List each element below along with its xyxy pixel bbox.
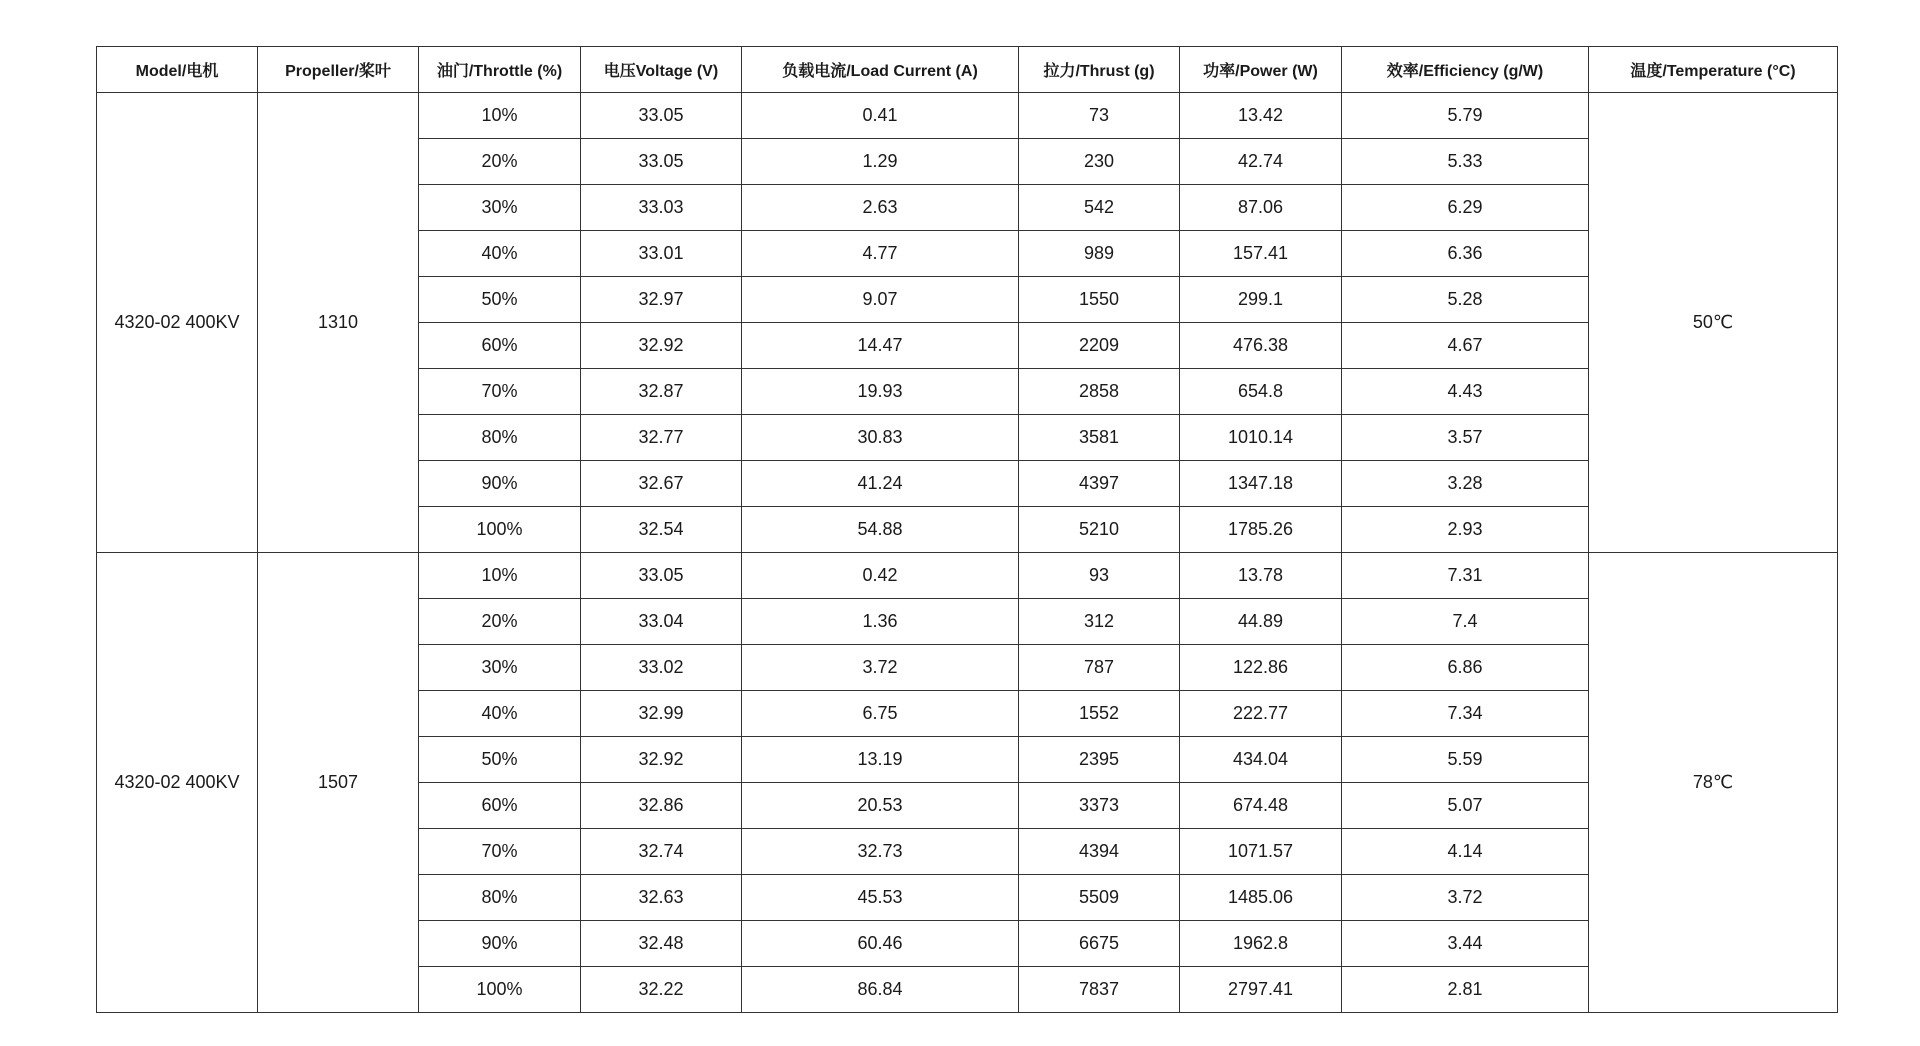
load-current-cell: 19.93 xyxy=(742,369,1019,415)
throttle-cell: 60% xyxy=(419,323,581,369)
voltage-cell: 33.01 xyxy=(581,231,742,277)
power-cell: 1785.26 xyxy=(1180,507,1342,553)
efficiency-cell: 5.28 xyxy=(1342,277,1589,323)
load-current-cell: 6.75 xyxy=(742,691,1019,737)
throttle-cell: 70% xyxy=(419,369,581,415)
thrust-cell: 989 xyxy=(1019,231,1180,277)
thrust-cell: 312 xyxy=(1019,599,1180,645)
header-power: 功率/Power (W) xyxy=(1180,47,1342,93)
thrust-cell: 787 xyxy=(1019,645,1180,691)
load-current-cell: 1.29 xyxy=(742,139,1019,185)
power-cell: 2797.41 xyxy=(1180,967,1342,1013)
load-current-cell: 4.77 xyxy=(742,231,1019,277)
efficiency-cell: 4.43 xyxy=(1342,369,1589,415)
throttle-cell: 100% xyxy=(419,967,581,1013)
load-current-cell: 60.46 xyxy=(742,921,1019,967)
header-voltage: 电压Voltage (V) xyxy=(581,47,742,93)
efficiency-cell: 3.72 xyxy=(1342,875,1589,921)
thrust-cell: 542 xyxy=(1019,185,1180,231)
power-cell: 157.41 xyxy=(1180,231,1342,277)
voltage-cell: 32.92 xyxy=(581,737,742,783)
power-cell: 122.86 xyxy=(1180,645,1342,691)
power-cell: 654.8 xyxy=(1180,369,1342,415)
propeller-cell: 1507 xyxy=(258,553,419,1013)
voltage-cell: 32.97 xyxy=(581,277,742,323)
thrust-cell: 4394 xyxy=(1019,829,1180,875)
efficiency-cell: 6.29 xyxy=(1342,185,1589,231)
efficiency-cell: 4.14 xyxy=(1342,829,1589,875)
motor-performance-table xyxy=(96,46,1838,1013)
throttle-cell: 30% xyxy=(419,185,581,231)
voltage-cell: 33.04 xyxy=(581,599,742,645)
thrust-cell: 5210 xyxy=(1019,507,1180,553)
model-cell: 4320-02 400KV xyxy=(97,93,258,553)
power-cell: 1962.8 xyxy=(1180,921,1342,967)
voltage-cell: 33.05 xyxy=(581,139,742,185)
header-thrust: 拉力/Thrust (g) xyxy=(1019,47,1180,93)
voltage-cell: 32.67 xyxy=(581,461,742,507)
voltage-cell: 32.77 xyxy=(581,415,742,461)
thrust-cell: 1550 xyxy=(1019,277,1180,323)
voltage-cell: 33.05 xyxy=(581,553,742,599)
table-row xyxy=(97,93,1838,139)
throttle-cell: 20% xyxy=(419,139,581,185)
load-current-cell: 20.53 xyxy=(742,783,1019,829)
throttle-cell: 30% xyxy=(419,645,581,691)
voltage-cell: 32.48 xyxy=(581,921,742,967)
load-current-cell: 0.41 xyxy=(742,93,1019,139)
throttle-cell: 40% xyxy=(419,691,581,737)
thrust-cell: 3581 xyxy=(1019,415,1180,461)
power-cell: 1485.06 xyxy=(1180,875,1342,921)
power-cell: 1010.14 xyxy=(1180,415,1342,461)
efficiency-cell: 2.93 xyxy=(1342,507,1589,553)
propeller-cell: 1310 xyxy=(258,93,419,553)
efficiency-cell: 4.67 xyxy=(1342,323,1589,369)
header-propeller: Propeller/桨叶 xyxy=(258,47,419,93)
thrust-cell: 2395 xyxy=(1019,737,1180,783)
throttle-cell: 10% xyxy=(419,93,581,139)
voltage-cell: 32.63 xyxy=(581,875,742,921)
voltage-cell: 32.86 xyxy=(581,783,742,829)
load-current-cell: 3.72 xyxy=(742,645,1019,691)
thrust-cell: 93 xyxy=(1019,553,1180,599)
power-cell: 674.48 xyxy=(1180,783,1342,829)
throttle-cell: 10% xyxy=(419,553,581,599)
throttle-cell: 70% xyxy=(419,829,581,875)
load-current-cell: 54.88 xyxy=(742,507,1019,553)
power-cell: 1347.18 xyxy=(1180,461,1342,507)
voltage-cell: 33.03 xyxy=(581,185,742,231)
thrust-cell: 4397 xyxy=(1019,461,1180,507)
throttle-cell: 80% xyxy=(419,875,581,921)
header-load-current: 负载电流/Load Current (A) xyxy=(742,47,1019,93)
load-current-cell: 45.53 xyxy=(742,875,1019,921)
efficiency-cell: 7.4 xyxy=(1342,599,1589,645)
power-cell: 87.06 xyxy=(1180,185,1342,231)
voltage-cell: 32.74 xyxy=(581,829,742,875)
throttle-cell: 90% xyxy=(419,921,581,967)
power-cell: 434.04 xyxy=(1180,737,1342,783)
load-current-cell: 14.47 xyxy=(742,323,1019,369)
efficiency-cell: 5.07 xyxy=(1342,783,1589,829)
thrust-cell: 2858 xyxy=(1019,369,1180,415)
power-cell: 299.1 xyxy=(1180,277,1342,323)
header-model: Model/电机 xyxy=(97,47,258,93)
power-cell: 1071.57 xyxy=(1180,829,1342,875)
load-current-cell: 13.19 xyxy=(742,737,1019,783)
power-cell: 13.78 xyxy=(1180,553,1342,599)
efficiency-cell: 2.81 xyxy=(1342,967,1589,1013)
voltage-cell: 33.02 xyxy=(581,645,742,691)
voltage-cell: 32.92 xyxy=(581,323,742,369)
load-current-cell: 30.83 xyxy=(742,415,1019,461)
thrust-cell: 5509 xyxy=(1019,875,1180,921)
model-cell: 4320-02 400KV xyxy=(97,553,258,1013)
efficiency-cell: 6.36 xyxy=(1342,231,1589,277)
throttle-cell: 100% xyxy=(419,507,581,553)
efficiency-cell: 5.33 xyxy=(1342,139,1589,185)
voltage-cell: 33.05 xyxy=(581,93,742,139)
efficiency-cell: 3.28 xyxy=(1342,461,1589,507)
throttle-cell: 20% xyxy=(419,599,581,645)
header-efficiency: 效率/Efficiency (g/W) xyxy=(1342,47,1589,93)
thrust-cell: 6675 xyxy=(1019,921,1180,967)
temperature-cell: 78℃ xyxy=(1589,553,1838,1013)
thrust-cell: 7837 xyxy=(1019,967,1180,1013)
thrust-cell: 3373 xyxy=(1019,783,1180,829)
thrust-cell: 1552 xyxy=(1019,691,1180,737)
voltage-cell: 32.87 xyxy=(581,369,742,415)
header-throttle: 油门/Throttle (%) xyxy=(419,47,581,93)
power-cell: 222.77 xyxy=(1180,691,1342,737)
temperature-cell: 50℃ xyxy=(1589,93,1838,553)
efficiency-cell: 7.31 xyxy=(1342,553,1589,599)
table-row xyxy=(97,553,1838,599)
power-cell: 44.89 xyxy=(1180,599,1342,645)
voltage-cell: 32.54 xyxy=(581,507,742,553)
load-current-cell: 1.36 xyxy=(742,599,1019,645)
voltage-cell: 32.22 xyxy=(581,967,742,1013)
load-current-cell: 9.07 xyxy=(742,277,1019,323)
header-row xyxy=(97,47,1838,93)
power-cell: 13.42 xyxy=(1180,93,1342,139)
efficiency-cell: 5.79 xyxy=(1342,93,1589,139)
power-cell: 476.38 xyxy=(1180,323,1342,369)
throttle-cell: 40% xyxy=(419,231,581,277)
throttle-cell: 90% xyxy=(419,461,581,507)
thrust-cell: 230 xyxy=(1019,139,1180,185)
header-temperature: 温度/Temperature (°C) xyxy=(1589,47,1838,93)
efficiency-cell: 7.34 xyxy=(1342,691,1589,737)
load-current-cell: 2.63 xyxy=(742,185,1019,231)
table-body xyxy=(97,93,1838,1013)
thrust-cell: 73 xyxy=(1019,93,1180,139)
load-current-cell: 0.42 xyxy=(742,553,1019,599)
load-current-cell: 86.84 xyxy=(742,967,1019,1013)
throttle-cell: 50% xyxy=(419,277,581,323)
power-cell: 42.74 xyxy=(1180,139,1342,185)
efficiency-cell: 3.57 xyxy=(1342,415,1589,461)
efficiency-cell: 5.59 xyxy=(1342,737,1589,783)
load-current-cell: 41.24 xyxy=(742,461,1019,507)
throttle-cell: 80% xyxy=(419,415,581,461)
voltage-cell: 32.99 xyxy=(581,691,742,737)
throttle-cell: 50% xyxy=(419,737,581,783)
throttle-cell: 60% xyxy=(419,783,581,829)
load-current-cell: 32.73 xyxy=(742,829,1019,875)
efficiency-cell: 6.86 xyxy=(1342,645,1589,691)
efficiency-cell: 3.44 xyxy=(1342,921,1589,967)
thrust-cell: 2209 xyxy=(1019,323,1180,369)
